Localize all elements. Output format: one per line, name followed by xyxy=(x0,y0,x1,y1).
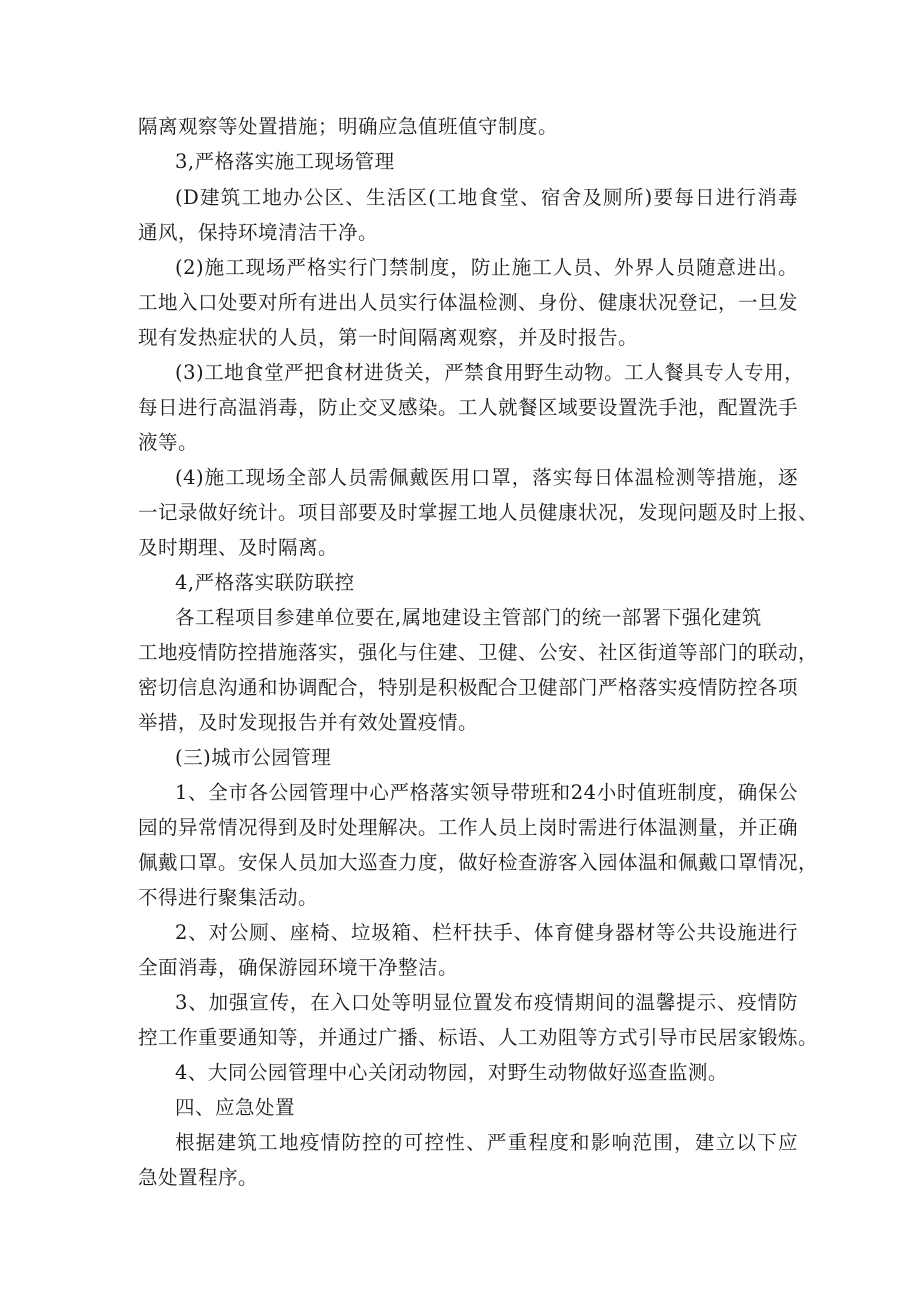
text-line: 根据建筑工地疫情防控的可控性、严重程度和影响范围，建立以下应 xyxy=(175,1131,798,1154)
text-line: 4、大同公园管理中心关闭动物园，对野生动物做好巡查监测。 xyxy=(175,1061,728,1084)
text-line: (4)施工现场全部人员需佩戴医用口罩，落实每日体温检测等措施，逐 xyxy=(175,466,798,489)
text-line: 工地入口处要对所有进出人员实行体温检测、身份、健康状况登记，一旦发 xyxy=(138,291,799,314)
text-line: 工地疫情防控措施落实，强化与住建、卫健、公安、社区街道等部门的联动， xyxy=(138,641,819,664)
text-line: (3)工地食堂严把食材进货关，严禁食用野生动物。工人餐具专人专用， xyxy=(175,361,805,384)
text-line: 通风，保持环境清洁干净。 xyxy=(138,221,379,244)
text-line: 隔离观察等处置措施；明确应急值班值守制度。 xyxy=(138,115,559,138)
text-line: 密切信息沟通和协调配合，特别是积极配合卫健部门严格落实疫情防控各项 xyxy=(138,676,799,699)
text-line: 全面消毒，确保游园环境干净整洁。 xyxy=(138,956,459,979)
text-line: 每日进行高温消毒，防止交叉感染。工人就餐区域要设置洗手池，配置洗手 xyxy=(138,396,799,419)
text-line: 2、对公厕、座椅、垃圾箱、栏杆扶手、体育健身器材等公共设施进行 xyxy=(175,921,798,944)
text-line: (2)施工现场严格实行门禁制度，防止施工人员、外界人员随意进出。 xyxy=(175,256,798,279)
text-line: 液等。 xyxy=(138,431,199,454)
text-line: 1、全市各公园管理中心严格落实领导带班和24小时值班制度，确保公 xyxy=(175,781,798,804)
text-line: 现有发热症状的人员，第一时间隔离观察，并及时报告。 xyxy=(138,326,639,349)
text-line: 一记录做好统计。项目部要及时掌握工地人员健康状况，发现问题及时上报、 xyxy=(138,501,819,524)
text-line: 急处置程序。 xyxy=(138,1166,259,1189)
text-line: 控工作重要通知等，并通过广播、标语、人工劝阻等方式引导市民居家锻炼。 xyxy=(138,1026,819,1049)
section-heading: 3,严格落实施工现场管理 xyxy=(175,150,395,173)
text-line: 各工程项目参建单位要在,属地建设主管部门的统一部署下强化建筑 xyxy=(175,606,762,629)
section-heading: (三)城市公园管理 xyxy=(175,746,332,769)
text-line: 及时期理、及时隔离。 xyxy=(138,536,339,559)
text-line: 不得进行聚集活动。 xyxy=(138,886,319,909)
section-heading: 四、应急处置 xyxy=(175,1096,296,1119)
text-line: 园的异常情况得到及时处理解决。工作人员上岗时需进行体温测量，并正确 xyxy=(138,816,799,839)
text-line: 3、加强宣传，在入口处等明显位置发布疫情期间的温馨提示、疫情防 xyxy=(175,991,798,1014)
text-line: (D建筑工地办公区、生活区(工地食堂、宿舍及厕所)要每日进行消毒 xyxy=(175,186,798,209)
text-line: 佩戴口罩。安保人员加大巡查力度，做好检查游客入园体温和佩戴口罩情况， xyxy=(138,851,819,874)
section-heading: 4,严格落实联防联控 xyxy=(175,571,355,594)
text-line: 举措，及时发现报告并有效处置疫情。 xyxy=(138,711,479,734)
